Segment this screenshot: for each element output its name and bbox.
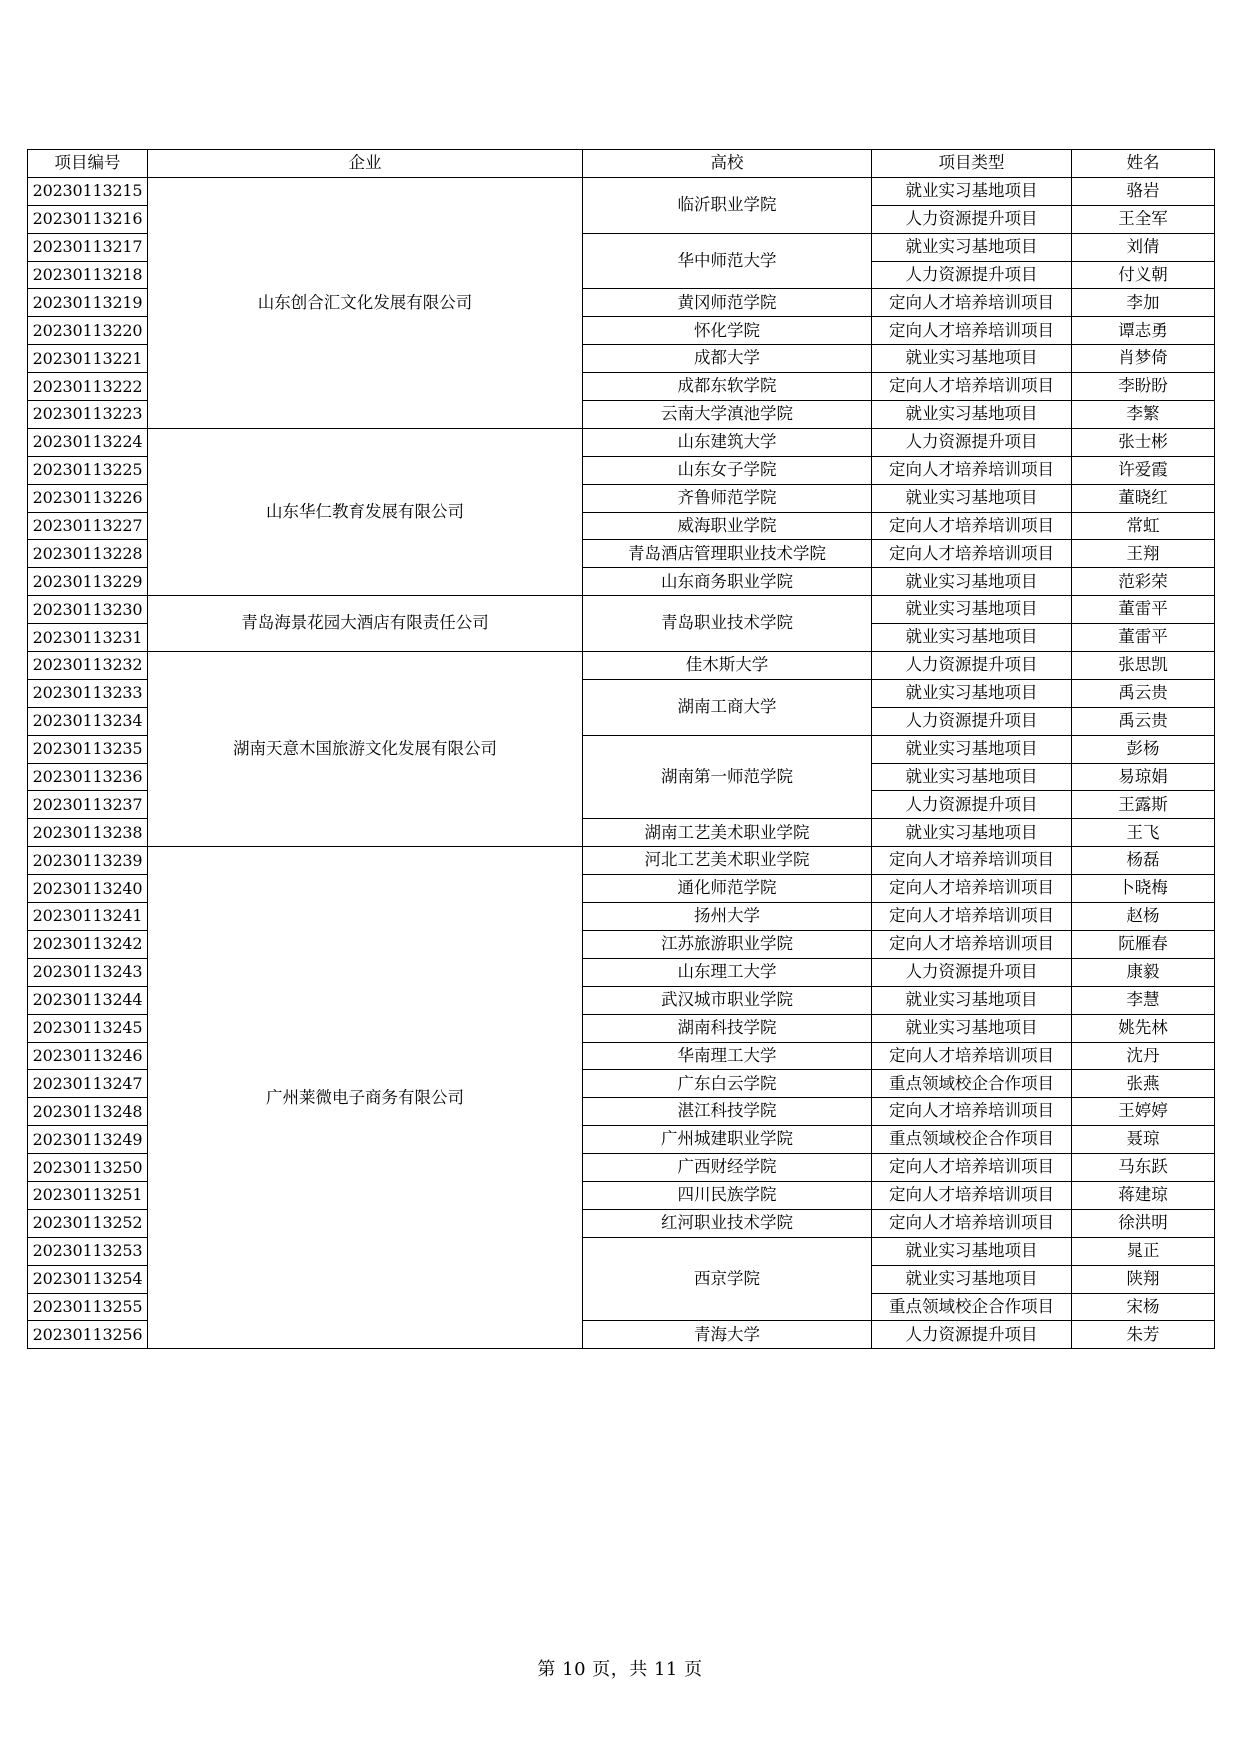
project-id-cell: 20230113218 [28, 261, 148, 289]
university-cell: 临沂职业学院 [583, 177, 872, 233]
project-type-cell: 定向人才培养培训项目 [872, 1098, 1072, 1126]
university-cell: 怀化学院 [583, 317, 872, 345]
project-id-cell: 20230113219 [28, 289, 148, 317]
project-id-cell: 20230113226 [28, 484, 148, 512]
project-type-cell: 定向人才培养培训项目 [872, 847, 1072, 875]
project-id-cell: 20230113254 [28, 1265, 148, 1293]
person-name-cell: 董雷平 [1072, 596, 1215, 624]
person-name-cell: 卜晓梅 [1072, 875, 1215, 903]
project-type-cell: 定向人才培养培训项目 [872, 512, 1072, 540]
project-type-cell: 重点领域校企合作项目 [872, 1070, 1072, 1098]
project-type-cell: 就业实习基地项目 [872, 233, 1072, 261]
person-name-cell: 朱芳 [1072, 1321, 1215, 1349]
project-id-cell: 20230113238 [28, 819, 148, 847]
project-type-cell: 定向人才培养培训项目 [872, 1181, 1072, 1209]
project-id-cell: 20230113235 [28, 735, 148, 763]
company-cell: 山东创合汇文化发展有限公司 [148, 177, 583, 428]
person-name-cell: 康毅 [1072, 958, 1215, 986]
project-table [27, 149, 1215, 1349]
person-name-cell: 王露斯 [1072, 791, 1215, 819]
project-type-cell: 就业实习基地项目 [872, 484, 1072, 512]
project-type-cell: 就业实习基地项目 [872, 568, 1072, 596]
university-cell: 湖南工商大学 [583, 679, 872, 735]
project-id-cell: 20230113249 [28, 1126, 148, 1154]
university-cell: 湖南科技学院 [583, 1014, 872, 1042]
project-id-cell: 20230113228 [28, 540, 148, 568]
university-cell: 黄冈师范学院 [583, 289, 872, 317]
university-cell: 青岛酒店管理职业技术学院 [583, 540, 872, 568]
person-name-cell: 常虹 [1072, 512, 1215, 540]
person-name-cell: 宋杨 [1072, 1293, 1215, 1321]
project-type-cell: 就业实习基地项目 [872, 345, 1072, 373]
person-name-cell: 董晓红 [1072, 484, 1215, 512]
project-id-cell: 20230113237 [28, 791, 148, 819]
university-cell: 山东理工大学 [583, 958, 872, 986]
table-body [28, 177, 1215, 1348]
university-cell: 湖南工艺美术职业学院 [583, 819, 872, 847]
university-cell: 扬州大学 [583, 903, 872, 931]
person-name-cell: 张士彬 [1072, 428, 1215, 456]
project-type-cell: 定向人才培养培训项目 [872, 373, 1072, 401]
header-project-id: 项目编号 [28, 150, 148, 178]
person-name-cell: 彭杨 [1072, 735, 1215, 763]
university-cell: 山东商务职业学院 [583, 568, 872, 596]
project-type-cell: 人力资源提升项目 [872, 652, 1072, 680]
project-type-cell: 人力资源提升项目 [872, 958, 1072, 986]
project-id-cell: 20230113240 [28, 875, 148, 903]
project-type-cell: 重点领域校企合作项目 [872, 1293, 1072, 1321]
project-type-cell: 定向人才培养培训项目 [872, 875, 1072, 903]
project-type-cell: 人力资源提升项目 [872, 205, 1072, 233]
project-id-cell: 20230113244 [28, 986, 148, 1014]
person-name-cell: 徐洪明 [1072, 1209, 1215, 1237]
person-name-cell: 谭志勇 [1072, 317, 1215, 345]
project-type-cell: 就业实习基地项目 [872, 624, 1072, 652]
university-cell: 山东女子学院 [583, 456, 872, 484]
project-id-cell: 20230113248 [28, 1098, 148, 1126]
university-cell: 四川民族学院 [583, 1181, 872, 1209]
university-cell: 华中师范大学 [583, 233, 872, 289]
university-cell: 武汉城市职业学院 [583, 986, 872, 1014]
university-cell: 华南理工大学 [583, 1042, 872, 1070]
person-name-cell: 王翔 [1072, 540, 1215, 568]
project-id-cell: 20230113230 [28, 596, 148, 624]
page-footer: 第 10 页，共 11 页 [537, 1659, 703, 1680]
university-cell: 广东白云学院 [583, 1070, 872, 1098]
project-type-cell: 定向人才培养培训项目 [872, 540, 1072, 568]
university-cell: 通化师范学院 [583, 875, 872, 903]
project-type-cell: 人力资源提升项目 [872, 791, 1072, 819]
project-type-cell: 定向人才培养培训项目 [872, 1209, 1072, 1237]
university-cell: 红河职业技术学院 [583, 1209, 872, 1237]
project-id-cell: 20230113251 [28, 1181, 148, 1209]
university-cell: 西京学院 [583, 1237, 872, 1321]
project-type-cell: 就业实习基地项目 [872, 177, 1072, 205]
university-cell: 威海职业学院 [583, 512, 872, 540]
person-name-cell: 蒋建琼 [1072, 1181, 1215, 1209]
project-type-cell: 就业实习基地项目 [872, 735, 1072, 763]
person-name-cell: 张燕 [1072, 1070, 1215, 1098]
table-row [28, 428, 1215, 456]
university-cell: 湛江科技学院 [583, 1098, 872, 1126]
person-name-cell: 陕翔 [1072, 1265, 1215, 1293]
table-row [28, 652, 1215, 680]
project-type-cell: 就业实习基地项目 [872, 596, 1072, 624]
table-row [28, 177, 1215, 205]
person-name-cell: 赵杨 [1072, 903, 1215, 931]
person-name-cell: 王飞 [1072, 819, 1215, 847]
project-id-cell: 20230113236 [28, 763, 148, 791]
company-cell: 广州莱微电子商务有限公司 [148, 847, 583, 1349]
project-id-cell: 20230113255 [28, 1293, 148, 1321]
person-name-cell: 沈丹 [1072, 1042, 1215, 1070]
project-id-cell: 20230113232 [28, 652, 148, 680]
company-cell: 青岛海景花园大酒店有限责任公司 [148, 596, 583, 652]
project-id-cell: 20230113229 [28, 568, 148, 596]
project-type-cell: 定向人才培养培训项目 [872, 1154, 1072, 1182]
person-name-cell: 杨磊 [1072, 847, 1215, 875]
person-name-cell: 李慧 [1072, 986, 1215, 1014]
university-cell: 佳木斯大学 [583, 652, 872, 680]
project-id-cell: 20230113223 [28, 401, 148, 429]
university-cell: 齐鲁师范学院 [583, 484, 872, 512]
project-id-cell: 20230113227 [28, 512, 148, 540]
project-id-cell: 20230113216 [28, 205, 148, 233]
project-id-cell: 20230113233 [28, 679, 148, 707]
project-id-cell: 20230113222 [28, 373, 148, 401]
person-name-cell: 王婷婷 [1072, 1098, 1215, 1126]
project-id-cell: 20230113234 [28, 707, 148, 735]
header-project-type: 项目类型 [872, 150, 1072, 178]
project-id-cell: 20230113241 [28, 903, 148, 931]
project-id-cell: 20230113256 [28, 1321, 148, 1349]
project-type-cell: 定向人才培养培训项目 [872, 289, 1072, 317]
person-name-cell: 刘倩 [1072, 233, 1215, 261]
project-id-cell: 20230113224 [28, 428, 148, 456]
project-id-cell: 20230113247 [28, 1070, 148, 1098]
project-id-cell: 20230113250 [28, 1154, 148, 1182]
person-name-cell: 姚先林 [1072, 1014, 1215, 1042]
header-university: 高校 [583, 150, 872, 178]
person-name-cell: 李盼盼 [1072, 373, 1215, 401]
person-name-cell: 晁正 [1072, 1237, 1215, 1265]
project-type-cell: 定向人才培养培训项目 [872, 903, 1072, 931]
project-id-cell: 20230113231 [28, 624, 148, 652]
project-id-cell: 20230113239 [28, 847, 148, 875]
person-name-cell: 禹云贵 [1072, 679, 1215, 707]
person-name-cell: 李繁 [1072, 401, 1215, 429]
university-cell: 广西财经学院 [583, 1154, 872, 1182]
project-type-cell: 重点领域校企合作项目 [872, 1126, 1072, 1154]
project-id-cell: 20230113221 [28, 345, 148, 373]
person-name-cell: 禹云贵 [1072, 707, 1215, 735]
project-type-cell: 就业实习基地项目 [872, 986, 1072, 1014]
person-name-cell: 聂琼 [1072, 1126, 1215, 1154]
project-type-cell: 就业实习基地项目 [872, 819, 1072, 847]
person-name-cell: 骆岩 [1072, 177, 1215, 205]
project-id-cell: 20230113225 [28, 456, 148, 484]
university-cell: 成都东软学院 [583, 373, 872, 401]
person-name-cell: 阮雁春 [1072, 930, 1215, 958]
person-name-cell: 肖梦倚 [1072, 345, 1215, 373]
project-id-cell: 20230113245 [28, 1014, 148, 1042]
project-type-cell: 人力资源提升项目 [872, 428, 1072, 456]
project-type-cell: 就业实习基地项目 [872, 1014, 1072, 1042]
project-type-cell: 定向人才培养培训项目 [872, 456, 1072, 484]
project-id-cell: 20230113243 [28, 958, 148, 986]
university-cell: 山东建筑大学 [583, 428, 872, 456]
project-id-cell: 20230113217 [28, 233, 148, 261]
project-type-cell: 就业实习基地项目 [872, 679, 1072, 707]
university-cell: 青海大学 [583, 1321, 872, 1349]
table-row [28, 596, 1215, 624]
university-cell: 河北工艺美术职业学院 [583, 847, 872, 875]
person-name-cell: 许爱霞 [1072, 456, 1215, 484]
project-id-cell: 20230113220 [28, 317, 148, 345]
project-id-cell: 20230113253 [28, 1237, 148, 1265]
project-type-cell: 定向人才培养培训项目 [872, 1042, 1072, 1070]
university-cell: 云南大学滇池学院 [583, 401, 872, 429]
header-name: 姓名 [1072, 150, 1215, 178]
university-cell: 青岛职业技术学院 [583, 596, 872, 652]
company-cell: 湖南天意木国旅游文化发展有限公司 [148, 652, 583, 847]
university-cell: 成都大学 [583, 345, 872, 373]
header-company: 企业 [148, 150, 583, 178]
project-type-cell: 定向人才培养培训项目 [872, 317, 1072, 345]
project-type-cell: 就业实习基地项目 [872, 1237, 1072, 1265]
person-name-cell: 马东跃 [1072, 1154, 1215, 1182]
person-name-cell: 付义朝 [1072, 261, 1215, 289]
person-name-cell: 董雷平 [1072, 624, 1215, 652]
person-name-cell: 易琼娟 [1072, 763, 1215, 791]
project-type-cell: 定向人才培养培训项目 [872, 930, 1072, 958]
project-id-cell: 20230113246 [28, 1042, 148, 1070]
project-id-cell: 20230113242 [28, 930, 148, 958]
table-header-row [28, 150, 1215, 178]
university-cell: 湖南第一师范学院 [583, 735, 872, 819]
project-type-cell: 人力资源提升项目 [872, 1321, 1072, 1349]
project-type-cell: 人力资源提升项目 [872, 261, 1072, 289]
project-type-cell: 就业实习基地项目 [872, 763, 1072, 791]
project-type-cell: 就业实习基地项目 [872, 1265, 1072, 1293]
person-name-cell: 李加 [1072, 289, 1215, 317]
project-type-cell: 就业实习基地项目 [872, 401, 1072, 429]
person-name-cell: 范彩荣 [1072, 568, 1215, 596]
person-name-cell: 张思凯 [1072, 652, 1215, 680]
project-id-cell: 20230113252 [28, 1209, 148, 1237]
university-cell: 广州城建职业学院 [583, 1126, 872, 1154]
person-name-cell: 王全军 [1072, 205, 1215, 233]
project-id-cell: 20230113215 [28, 177, 148, 205]
company-cell: 山东华仁教育发展有限公司 [148, 428, 583, 595]
project-type-cell: 人力资源提升项目 [872, 707, 1072, 735]
university-cell: 江苏旅游职业学院 [583, 930, 872, 958]
table-row [28, 847, 1215, 875]
